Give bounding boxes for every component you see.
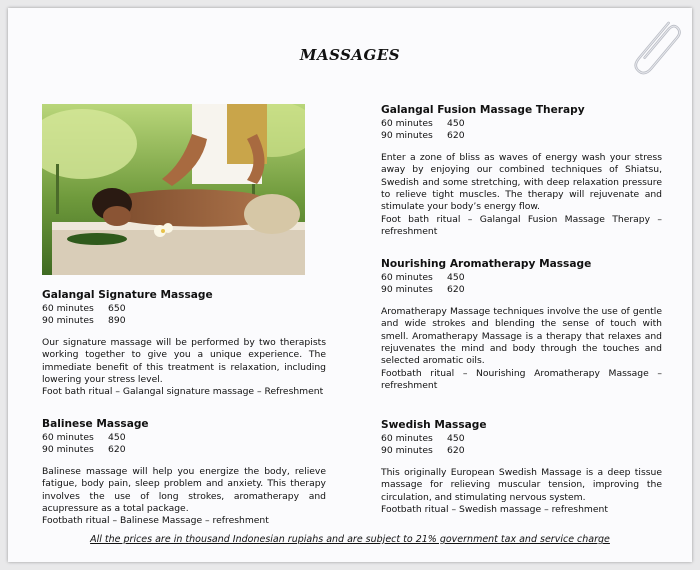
duration: 60 minutes <box>381 118 433 129</box>
service-ritual: Footbath ritual – Balinese Massage – refreshment <box>42 515 269 527</box>
service-balinese <box>42 417 326 528</box>
service-description: Balinese massage will help you energize the body, relieve fatigue, body pain, sleep problem and anxiety. This therapy involves the use of long strokes, aromatherapy and acupressure as a total package. <box>42 465 326 515</box>
duration: 60 minutes <box>381 433 433 444</box>
duration: 90 minutes <box>381 284 433 296</box>
service-description: Our signature massage will be performed by two therapists working together to give you a unique experience. The immediate benefit of this treatment is relaxation, including lowering your stress level. <box>42 336 326 386</box>
duration: 90 minutes <box>381 445 433 457</box>
duration: 90 minutes <box>42 444 94 456</box>
service-ritual: Foot bath ritual – Galangal Fusion Massage Therapy – refreshment <box>381 213 662 238</box>
price-list <box>381 118 662 143</box>
price-list <box>381 272 662 297</box>
duration: 90 minutes <box>381 130 433 142</box>
price: 620 <box>447 445 465 457</box>
service-description: This originally European Swedish Massage is a deep tissue massage for relieving muscular tension, improving the circulation, and stimulating nervous system. <box>381 466 662 503</box>
service-ritual: Footbath ritual – Nourishing Aromatherapy Massage – refreshment <box>381 367 662 392</box>
duration: 90 minutes <box>42 315 94 327</box>
price: 450 <box>447 433 465 444</box>
price: 890 <box>108 315 126 327</box>
price-list <box>42 432 326 457</box>
price: 650 <box>108 303 126 314</box>
spa-massage-photo <box>42 104 305 275</box>
service-galangal-signature <box>42 288 326 399</box>
service-galangal-fusion <box>381 103 662 239</box>
service-ritual: Foot bath ritual – Galangal signature massage – Refreshment <box>42 386 324 398</box>
page-title: MASSAGES <box>299 46 401 64</box>
duration: 60 minutes <box>42 303 94 314</box>
service-swedish <box>381 418 662 516</box>
price: 450 <box>108 432 126 443</box>
service-nourishing-aromatherapy <box>381 257 662 393</box>
service-description: Aromatherapy Massage techniques involve the use of gentle and wide strokes and blending the sense of touch with smell. Aromatherapy Massage is a therapy that relaxes and rejuvenates the mind and body through the touches and selected aromatic oils. <box>381 305 662 367</box>
price-footnote: All the prices are in thousand Indonesian rupiahs and are subject to 21% government tax and service charge <box>90 534 610 545</box>
service-title: Galangal Signature Massage <box>42 289 213 301</box>
service-title: Swedish Massage <box>381 419 487 431</box>
duration: 60 minutes <box>381 272 433 283</box>
price: 450 <box>447 118 465 129</box>
price: 620 <box>447 284 465 296</box>
service-description: Enter a zone of bliss as waves of energy wash your stress away by enjoying our combined techniques of Shiatsu, Swedish and some stretching, with deep relaxation pressure to relieve tight muscles. The therapy will rejuvenate and stimulate your body’s energy flow. <box>381 151 662 213</box>
price: 620 <box>108 444 126 456</box>
service-title: Balinese Massage <box>42 418 149 430</box>
price: 450 <box>447 272 465 283</box>
price-list <box>381 433 662 458</box>
service-title: Galangal Fusion Massage Therapy <box>381 104 585 116</box>
duration: 60 minutes <box>42 432 94 443</box>
service-ritual: Footbath ritual – Swedish massage – refreshment <box>381 504 608 516</box>
price: 620 <box>447 130 465 142</box>
service-title: Nourishing Aromatherapy Massage <box>381 258 592 270</box>
price-list <box>42 303 326 328</box>
